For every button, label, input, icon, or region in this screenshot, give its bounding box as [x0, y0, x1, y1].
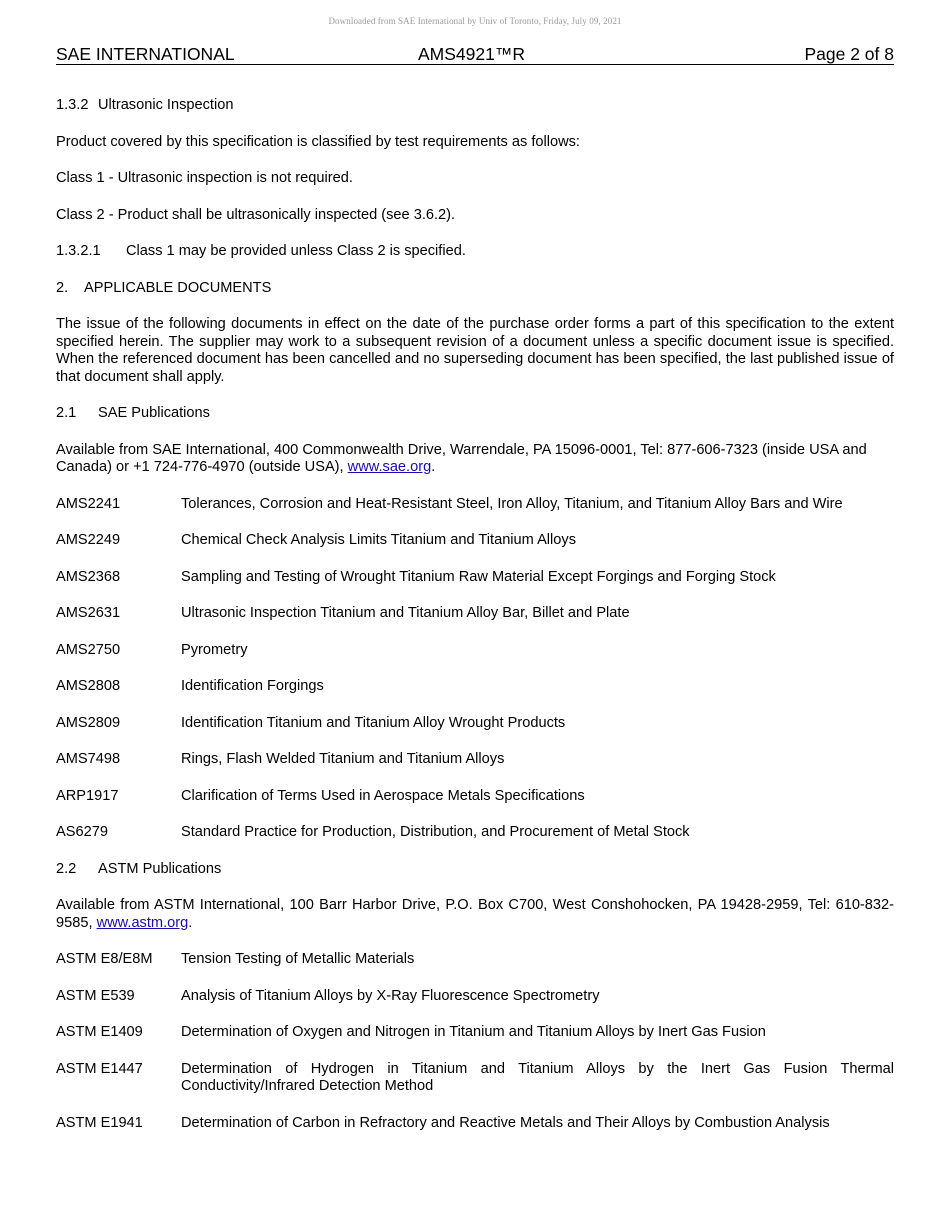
reference-title: Determination of Carbon in Refractory and Reactive Metals and Their Alloys by Combustion Analysis: [181, 1114, 830, 1131]
astm-availability-paragraph: [56, 897, 894, 932]
header-document-number: AMS4921™R: [418, 44, 525, 64]
header-page-number: Page 2 of 8: [804, 44, 894, 64]
reference-title: Identification Forgings: [181, 678, 324, 694]
reference-row: [56, 1115, 894, 1133]
applicable-documents-paragraph: The issue of the following documents in effect on the date of the purchase order forms a part of this specification to the extent specified herein. The supplier may work to a subsequent revision of a document unless a specific document issue is specified. When the referenced document has been cancelled and no superseding document has been specified, the last published issue of that document shall apply.: [56, 316, 894, 385]
reference-row: [56, 1061, 894, 1096]
reference-title: Determination of Hydrogen in Titanium and Titanium Alloys by the Inert Gas Fusion Thermal Conductivity/Infrared Detection Method: [181, 1060, 894, 1094]
section-number: 2.2: [56, 860, 77, 877]
reference-title: Tolerances, Corrosion and Heat-Resistant Steel, Iron Alloy, Titanium, and Titanium Alloy Bars and Wire: [181, 495, 843, 512]
download-watermark: Downloaded from SAE International by Univ of Toronto, Friday, July 09, 2021: [328, 16, 622, 26]
reference-code: AMS2808: [56, 678, 121, 694]
reference-title: Ultrasonic Inspection Titanium and Titanium Alloy Bar, Billet and Plate: [181, 605, 630, 621]
section-title: Ultrasonic Inspection: [98, 97, 234, 113]
reference-code: AMS2809: [56, 714, 121, 731]
reference-row: [56, 496, 894, 514]
section-text: Class 1 may be provided unless Class 2 is specified.: [126, 243, 466, 259]
section-2-1-heading: [56, 405, 894, 423]
astm-website-link[interactable]: www.astm.org: [96, 914, 189, 931]
sae-availability-paragraph: [56, 442, 894, 477]
section-title: ASTM Publications: [98, 860, 222, 877]
reference-title: Sampling and Testing of Wrought Titanium Raw Material Except Forgings and Forging Stock: [181, 568, 776, 585]
astm-reference-list: [56, 951, 894, 1132]
sae-availability-text: Available from SAE International, 400 Commonwealth Drive, Warrendale, PA 15096-0001, Tel: 877-606-7323 (inside USA and Canada) or +1 724-776-4970 (outside USA),: [56, 441, 867, 475]
astm-availability-end: .: [188, 914, 193, 931]
reference-code: AMS2368: [56, 568, 121, 585]
section-number: 1.3.2.1: [56, 243, 101, 259]
sae-website-link[interactable]: www.sae.org: [347, 459, 432, 475]
reference-row: [56, 788, 894, 806]
reference-code: AMS7498: [56, 751, 121, 767]
section-1-3-2-1: [56, 243, 894, 261]
reference-code: AMS2750: [56, 641, 121, 658]
reference-row: [56, 824, 894, 842]
reference-code: ASTM E8/E8M: [56, 951, 153, 967]
section-2-heading: [56, 280, 894, 298]
page-body: [56, 97, 894, 1151]
reference-code: ARP1917: [56, 787, 119, 804]
class-1-statement: Class 1 - Ultrasonic inspection is not required.: [56, 170, 353, 186]
reference-title: Tension Testing of Metallic Materials: [181, 951, 415, 967]
section-number: 2.: [56, 279, 69, 296]
reference-title: Identification Titanium and Titanium Alloy Wrought Products: [181, 714, 566, 731]
reference-code: ASTM E1447: [56, 1060, 143, 1077]
reference-code: AMS2249: [56, 532, 121, 548]
reference-code: AMS2631: [56, 605, 121, 621]
classification-intro: Product covered by this specification is classified by test requirements as follows:: [56, 133, 580, 150]
reference-row: [56, 569, 894, 587]
reference-code: ASTM E1941: [56, 1114, 143, 1131]
reference-row: [56, 751, 894, 769]
section-number: 2.1: [56, 405, 77, 421]
reference-title: Determination of Oxygen and Nitrogen in Titanium and Titanium Alloys by Inert Gas Fusion: [181, 1024, 766, 1040]
class-2-statement: Class 2 - Product shall be ultrasonically inspected (see 3.6.2).: [56, 206, 456, 223]
reference-title: Rings, Flash Welded Titanium and Titanium Alloys: [181, 751, 505, 767]
reference-row: [56, 605, 894, 623]
section-number: 1.3.2: [56, 97, 89, 113]
section-title: SAE Publications: [98, 405, 210, 421]
reference-code: ASTM E1409: [56, 1024, 143, 1040]
reference-row: [56, 1024, 894, 1042]
header-organization: SAE INTERNATIONAL: [56, 44, 235, 64]
astm-availability-text: Available from ASTM International, 100 Barr Harbor Drive, P.O. Box C700, West Conshohocken, PA 19428-2959, Tel: 610-832-9585,: [56, 897, 894, 931]
reference-title: Standard Practice for Production, Distribution, and Procurement of Metal Stock: [181, 824, 690, 840]
reference-row: [56, 988, 894, 1006]
section-2-2-heading: [56, 861, 894, 879]
reference-row: [56, 532, 894, 550]
reference-code: ASTM E539: [56, 987, 135, 1004]
reference-row: [56, 678, 894, 696]
reference-title: Chemical Check Analysis Limits Titanium and Titanium Alloys: [181, 532, 576, 548]
page-header: [56, 44, 894, 65]
reference-code: AS6279: [56, 824, 108, 840]
section-1-3-2-heading: [56, 97, 894, 115]
reference-title: Pyrometry: [181, 641, 248, 658]
sae-reference-list: [56, 496, 894, 842]
section-title: APPLICABLE DOCUMENTS: [84, 279, 272, 296]
reference-title: Clarification of Terms Used in Aerospace Metals Specifications: [181, 787, 585, 804]
reference-row: [56, 951, 894, 969]
reference-row: [56, 715, 894, 733]
sae-availability-end: .: [431, 459, 436, 475]
reference-code: AMS2241: [56, 495, 121, 512]
reference-title: Analysis of Titanium Alloys by X-Ray Fluorescence Spectrometry: [181, 987, 600, 1004]
reference-row: [56, 642, 894, 660]
